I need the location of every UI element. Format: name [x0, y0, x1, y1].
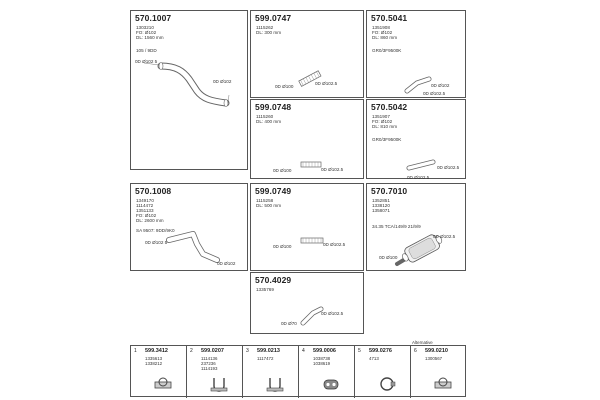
- callout-label: 0D Ø102.5: [437, 165, 460, 170]
- cell-part-number: 599.0276: [369, 348, 392, 354]
- ref-line: 1303210: [136, 25, 154, 30]
- callout-label: 0D Ø102: [217, 261, 236, 266]
- cell-ref: 1038619: [313, 361, 331, 366]
- parts-cell: [299, 346, 355, 398]
- parts-cell: [243, 346, 299, 398]
- callout-label: 0D Ø100: [273, 168, 292, 173]
- part-number: 570.1007: [135, 13, 172, 23]
- ref-line: FO: Ø102: [372, 119, 393, 124]
- callout-label: 0D Ø102 5: [145, 240, 168, 245]
- parts-cell: [187, 346, 243, 398]
- ref-line: 1115258: [256, 198, 274, 203]
- cell-ref: 1338212: [145, 361, 163, 366]
- cell-ref: 1114193: [201, 366, 218, 371]
- callout-label: 0D Ø102: [431, 83, 450, 88]
- part-box-3: [366, 10, 466, 98]
- part-box-4: [250, 99, 364, 179]
- ref-line: 1358071: [372, 208, 390, 213]
- cell-index: 6: [414, 348, 417, 354]
- parts-table: [130, 345, 466, 397]
- ref-line: DL: 1560 mm: [136, 35, 164, 40]
- ref-line: 1338120: [372, 203, 390, 208]
- cell-index: 4: [302, 348, 305, 354]
- callout-label: 0D Ø102.5: [315, 81, 338, 86]
- callout-label: 0D Ø102.5: [321, 167, 344, 172]
- u-bolt-icon: [265, 376, 285, 394]
- callout-label: 0D Ø100: [379, 255, 398, 260]
- part-number: 570.1008: [135, 186, 172, 196]
- rubber-hanger-icon: [321, 376, 341, 392]
- part-box-5: [366, 99, 466, 179]
- ref-line: 105 / 9DD: [136, 48, 157, 53]
- ref-line: 1352851: [372, 198, 390, 203]
- cell-index: 2: [190, 348, 193, 354]
- ref-line: FO: Ø102: [136, 30, 157, 35]
- parts-cell: [411, 346, 467, 398]
- clamp-icon: [433, 376, 453, 392]
- part-box-2: [250, 10, 364, 98]
- cell-ref: 1335613: [145, 356, 163, 361]
- callout-label: 0D Ø102 5: [135, 59, 158, 64]
- part-box-1: [130, 10, 248, 170]
- ref-line: 34.35 TCA/149/9 21/9/9: [372, 224, 421, 229]
- callout-label: 0D Ø102: [213, 79, 232, 84]
- part-number: 599.0749: [255, 186, 292, 196]
- cell-part-number: 599.3412: [145, 348, 168, 354]
- callout-label: 0D Ø100: [273, 244, 292, 249]
- cell-ref: 1300567: [425, 356, 443, 361]
- middle-pipe-drawing: [131, 184, 249, 272]
- cell-part-number: 599.0207: [201, 348, 224, 354]
- flex-pipe-drawing: [251, 184, 365, 272]
- cell-ref: 4713: [369, 356, 379, 361]
- ref-line: DL: 300 mm: [256, 30, 282, 35]
- ref-line: DL: 860 mm: [372, 35, 398, 40]
- ref-line: DL: 810 mm: [372, 124, 398, 129]
- flex-pipe-drawing: [251, 100, 365, 180]
- u-bolt-icon: [209, 376, 229, 394]
- ref-line: 1335769: [256, 287, 274, 292]
- cell-index: 1: [134, 348, 137, 354]
- ref-line: 1114472: [136, 203, 154, 208]
- cell-part-number: 599.0210: [425, 348, 448, 354]
- part-number: 570.4029: [255, 275, 292, 285]
- part-box-7: [250, 183, 364, 271]
- ref-line: DL: 2600 mm: [136, 218, 164, 223]
- ref-line: 1351907: [372, 114, 390, 119]
- clamp-icon: [153, 376, 173, 392]
- part-box-6: [130, 183, 248, 271]
- part-box-9: [250, 272, 364, 334]
- callout-label: 0D Ø102.5: [433, 234, 456, 239]
- ref-line: 1351133: [136, 208, 154, 213]
- cell-part-number: 599.0006: [313, 348, 336, 354]
- ref-line: SA 9507: 9DD/9K0: [136, 228, 175, 233]
- tail-pipe-drawing: [251, 273, 365, 335]
- pipe-drawing: [367, 11, 467, 99]
- part-box-8: [366, 183, 466, 271]
- cell-part-number: 599.0213: [257, 348, 280, 354]
- ref-line: DL: 500 mm: [256, 203, 282, 208]
- alternative-label: Alternative: [412, 340, 433, 345]
- ref-line: 1349170: [136, 198, 154, 203]
- parts-cell: [131, 346, 187, 398]
- ref-line: FO: Ø102: [136, 213, 157, 218]
- callout-label: 0D Ø100: [275, 84, 294, 89]
- part-number: 599.0747: [255, 13, 292, 23]
- cell-ref: 1114136: [201, 356, 218, 361]
- flex-pipe-drawing: [251, 11, 365, 99]
- callout-label: 0D Ø102.5: [321, 311, 344, 316]
- ref-line: GR0/3F9500K: [372, 137, 402, 142]
- cell-ref: 1117472: [257, 356, 274, 361]
- part-number: 599.0748: [255, 102, 292, 112]
- middle-pipe-drawing: [131, 11, 249, 171]
- callout-label: 0D Ø70: [281, 321, 297, 326]
- parts-cell: [355, 346, 411, 398]
- ref-line: GR0/3F9500K: [372, 48, 402, 53]
- part-number: 570.5042: [371, 102, 408, 112]
- callout-label: 0D Ø102.5: [323, 242, 346, 247]
- ref-line: 1115260: [256, 114, 274, 119]
- cell-index: 3: [246, 348, 249, 354]
- ref-line: FO: Ø102: [372, 30, 393, 35]
- ref-line: DL: 400 mm: [256, 119, 282, 124]
- cell-index: 5: [358, 348, 361, 354]
- callout-label: 0D Ø102.5: [423, 91, 446, 96]
- ref-line: 1115262: [256, 25, 274, 30]
- part-number: 570.5041: [371, 13, 408, 23]
- ref-line: 1351908: [372, 25, 390, 30]
- ring-clamp-icon: [377, 376, 397, 392]
- cell-ref: 1038738: [313, 356, 331, 361]
- callout-label: 0D Ø102.5: [407, 175, 430, 180]
- cell-ref: 237236: [201, 361, 216, 366]
- part-number: 570.7010: [371, 186, 408, 196]
